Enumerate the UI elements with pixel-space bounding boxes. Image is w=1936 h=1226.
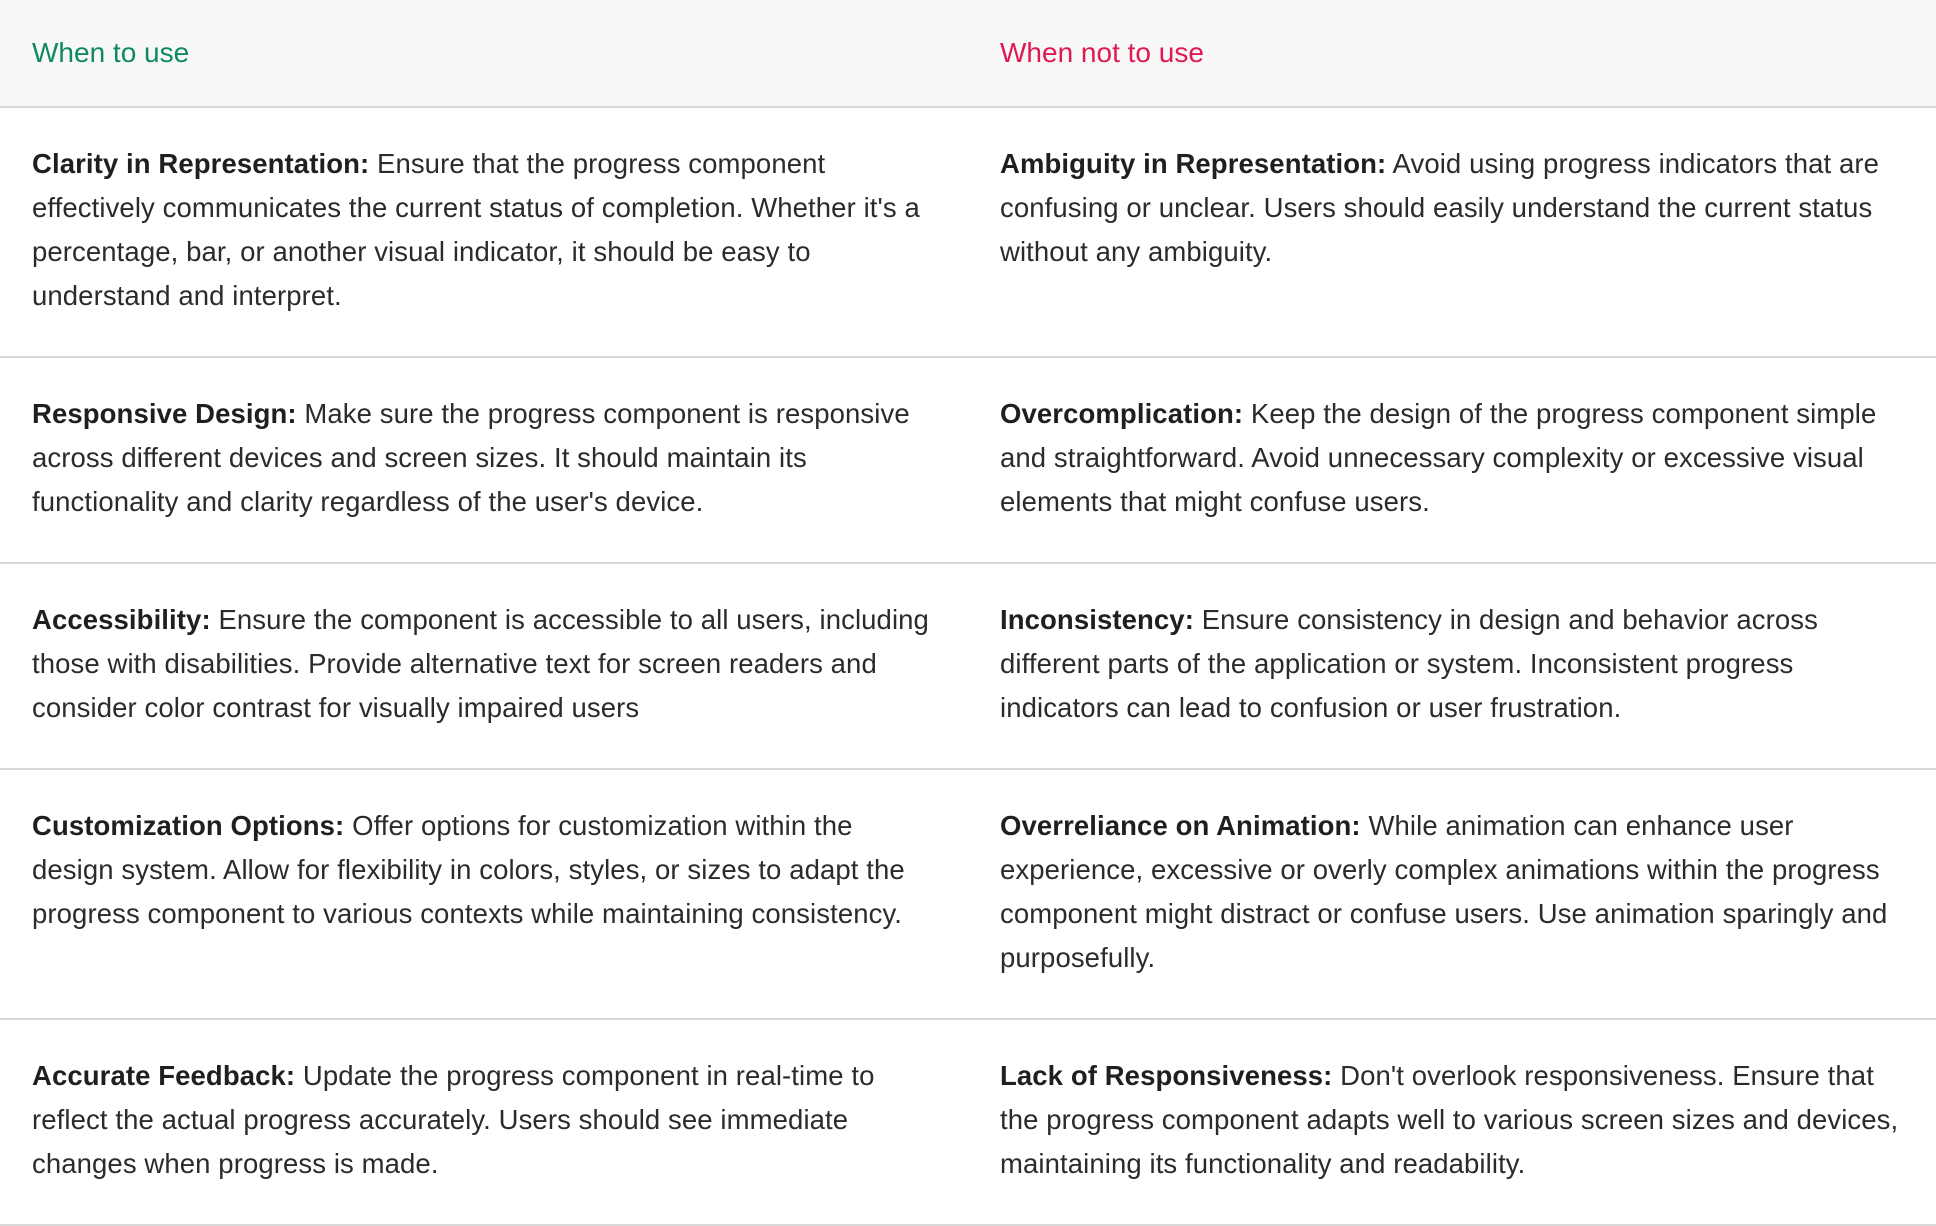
guideline-term: Clarity in Representation:: [32, 148, 370, 179]
when-to-use-cell: [0, 357, 968, 563]
guideline-term: Ambiguity in Representation:: [1000, 148, 1387, 179]
guideline-text: Keep the design of the progress component simple and straightforward. Avoid unnecessary complexity or excessive visual elements that might confuse users.: [1000, 398, 1877, 517]
guideline-term: Accessibility:: [32, 604, 211, 635]
when-to-use-heading: When to use: [32, 37, 190, 68]
guideline-term: Overreliance on Animation:: [1000, 810, 1361, 841]
when-to-use-cell: [0, 107, 968, 357]
guideline-text: Ensure the component is accessible to all users, including those with disabilities. Provide alternative text for screen readers and consider color contrast for visually impaired users: [32, 604, 929, 723]
table-row: [0, 1019, 1936, 1225]
guideline-term: Customization Options:: [32, 810, 345, 841]
when-to-use-cell: [0, 769, 968, 1019]
table-row: [0, 563, 1936, 769]
guideline-text: Avoid using progress indicators that are confusing or unclear. Users should easily understand the current status without any ambiguity.: [1000, 148, 1880, 267]
when-not-to-use-heading: When not to use: [1000, 37, 1204, 68]
table-row: [0, 769, 1936, 1019]
table-header-row: [0, 0, 1936, 107]
when-not-to-use-cell: [968, 357, 1936, 563]
guideline-text: Make sure the progress component is responsive across different devices and screen sizes. It should maintain its functionality and clarity regardless of the user's device.: [32, 398, 910, 517]
table-row: [0, 357, 1936, 563]
when-not-to-use-cell: [968, 1019, 1936, 1225]
guideline-text: Don't overlook responsiveness. Ensure that the progress component adapts well to various screen sizes and devices, maintaining its functionality and readability.: [1000, 1060, 1899, 1179]
guideline-text: Offer options for customization within the design system. Allow for flexibility in colors, styles, or sizes to adapt the progress component to various contexts while maintaining consistency.: [32, 810, 905, 929]
when-to-use-cell: [0, 1019, 968, 1225]
guideline-term: Responsive Design:: [32, 398, 297, 429]
guideline-text: While animation can enhance user experience, excessive or overly complex animations within the progress component might distract or confuse users. Use animation sparingly and purposefully.: [1000, 810, 1888, 973]
guideline-term: Accurate Feedback:: [32, 1060, 296, 1091]
guideline-term: Lack of Responsiveness:: [1000, 1060, 1333, 1091]
table-row: [0, 107, 1936, 357]
when-to-use-cell: [0, 563, 968, 769]
when-not-to-use-cell: [968, 563, 1936, 769]
when-not-to-use-cell: [968, 769, 1936, 1019]
guideline-text: Update the progress component in real-time to reflect the actual progress accurately. Users should see immediate changes when progress is made.: [32, 1060, 875, 1179]
guideline-text: Ensure consistency in design and behavior across different parts of the application or system. Inconsistent progress indicators can lead to confusion or user frustration.: [1000, 604, 1818, 723]
guideline-term: Overcomplication:: [1000, 398, 1244, 429]
guideline-term: Inconsistency:: [1000, 604, 1194, 635]
when-not-to-use-cell: [968, 107, 1936, 357]
guideline-text: Ensure that the progress component effectively communicates the current status of completion. Whether it's a percentage, bar, or another visual indicator, it should be easy to understand and interpret.: [32, 148, 920, 311]
